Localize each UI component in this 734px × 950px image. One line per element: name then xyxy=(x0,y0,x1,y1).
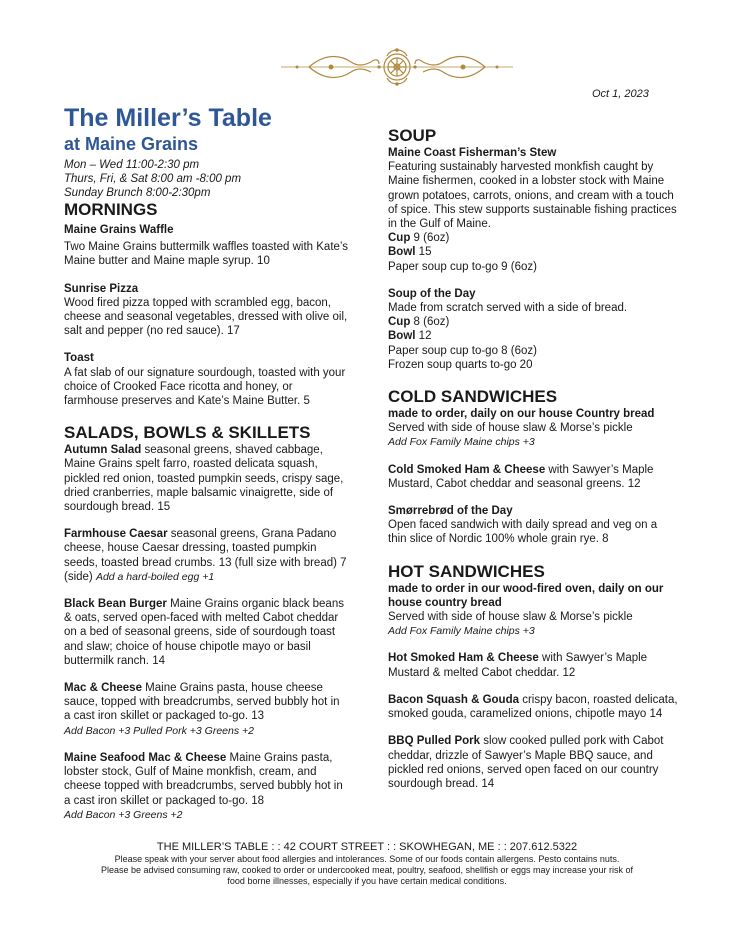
item-bowl xyxy=(388,245,678,259)
opening-hours xyxy=(64,158,349,200)
restaurant-subtitle: at Maine Grains xyxy=(64,134,199,154)
right-column xyxy=(388,126,678,791)
item-description: Wood fired pizza topped with scrambled egg, bacon, cheese and seasonal vegetables, dressed with olive oil, salt and pepper (no red sauce). 17 xyxy=(64,296,348,338)
item-description: Made from scratch served with a side of bread. xyxy=(388,302,628,315)
item-addon: Add a hard-boiled egg +1 xyxy=(95,570,215,583)
item-description: seasonal greens, shaved cabbage, Maine Grains spelt farro, roasted delicata squash, pickled red onion, toasted pumpkin seeds, crispy sage, dried cranberries, maple balsamic vinaigrette, side of sourdough bread. 15 xyxy=(64,444,344,514)
item-name: Hot Smoked Ham & Cheese xyxy=(388,652,539,665)
menu-item-cold-ham xyxy=(388,463,678,491)
item-description: A fat slab of our signature sourdough, toasted with your choice of Crooked Face ricotta and honey, or farmhouse preserves and Kate’s Maine Butter. 5 xyxy=(64,366,346,408)
cold-intro xyxy=(388,407,678,450)
item-name: Mac & Cheese xyxy=(64,682,142,695)
item-name: Maine Seafood Mac & Cheese xyxy=(64,751,227,764)
item-name: Autumn Salad xyxy=(64,444,142,457)
item-name: Toast xyxy=(64,352,94,365)
menu-item-waffle xyxy=(64,223,349,269)
menu-item-mac-cheese xyxy=(64,681,349,738)
item-description: Two Maine Grains buttermilk waffles toasted with Kate’s Maine butter and Maine maple syrup. 10 xyxy=(64,241,349,268)
menu-item-farmhouse-caesar xyxy=(64,527,349,584)
intro-bold: made to order, daily on our house Country bread xyxy=(388,408,655,421)
item-addon: Add Bacon +3 Pulled Pork +3 Greens +2 xyxy=(64,724,254,737)
section-soup: SOUP xyxy=(388,126,437,145)
item-description: crispy bacon, roasted delicata, smoked gouda, caramelized onions, chipotle mayo 14 xyxy=(388,693,678,721)
bowl-price: 12 xyxy=(415,330,432,343)
decorative-flourish-icon xyxy=(279,44,515,90)
menu-item-sunrise-pizza xyxy=(64,282,349,339)
item-description: Maine Grains pasta, house cheese sauce, topped with breadcrumbs, served bubbly hot in a cast iron skillet or packaged to-go. 13 xyxy=(64,682,340,723)
cup-price: 8 (6oz) xyxy=(410,316,450,329)
item-name: Cold Smoked Ham & Cheese xyxy=(388,463,546,476)
footer xyxy=(0,840,734,887)
menu-item-fishermans-stew xyxy=(388,146,678,274)
section-salads: SALADS, BOWLS & SKILLETS xyxy=(64,423,311,443)
item-name: Farmhouse Caesar xyxy=(64,528,168,541)
hours-weekend: Thurs, Fri, & Sat 8:00 am -8:00 pm xyxy=(64,173,242,185)
hot-intro xyxy=(388,582,678,639)
intro-addon: Add Fox Family Maine chips +3 xyxy=(388,436,535,449)
item-name: BBQ Pulled Pork xyxy=(388,735,481,748)
menu-item-black-bean-burger xyxy=(64,597,349,668)
cup-label: Cup xyxy=(388,316,411,329)
bowl-label: Bowl xyxy=(388,246,416,259)
item-frozen: Frozen soup quarts to-go 20 xyxy=(388,358,533,371)
item-name: Maine Coast Fisherman’s Stew xyxy=(388,147,557,159)
item-description: slow cooked pulled pork with Cabot cheddar, drizzle of Sawyer’s Maple BBQ sauce, and pickled red onions, served open faced on our country sourdough bread. 14 xyxy=(388,735,664,790)
item-name: Bacon Squash & Gouda xyxy=(388,693,519,706)
bowl-price: 15 xyxy=(415,246,432,259)
menu-item-bacon-squash xyxy=(388,693,678,721)
intro-text: Served with side of house slaw & Morse’s pickle xyxy=(388,611,633,624)
item-addon: Add Bacon +3 Greens +2 xyxy=(64,808,183,821)
item-name: Soup of the Day xyxy=(388,287,476,300)
left-column xyxy=(64,104,349,822)
cup-price: 9 (6oz) xyxy=(410,232,450,245)
item-cup xyxy=(388,315,678,329)
bowl-label: Bowl xyxy=(388,330,416,343)
footer-warning-line2: food borne illnesses, especially if you have certain medical conditions. xyxy=(227,876,507,886)
item-name: Smørrebrød of the Day xyxy=(388,505,513,518)
menu-item-seafood-mac xyxy=(64,751,349,822)
item-description: Open faced sandwich with daily spread and veg on a thin slice of Nordic 100% whole grain rye. 8 xyxy=(388,519,658,546)
item-description: seasonal greens, Grana Padano cheese, house Caesar dressing, toasted pumpkin seeds, toasted bread crumbs. 13 (full size with bread) 7 (side) xyxy=(64,528,347,583)
footer-warning-line1: Please be advised consuming raw, cooked to order or undercooked meat, poultry, seafood, shellfish or eggs may increase your risk of xyxy=(100,865,634,875)
section-mornings: MORNINGS xyxy=(64,200,158,219)
restaurant-title: The Miller’s Table xyxy=(64,104,272,132)
intro-text: Served with side of house slaw & Morse’s pickle xyxy=(388,422,633,435)
footer-allergy-note: Please speak with your server about food allergies and intolerances. Some of our foods contain allergens. Pesto contains nuts. xyxy=(114,854,620,864)
intro-bold: made to order in our wood-fired oven, daily on our house country bread xyxy=(388,582,664,609)
footer-address: THE MILLER’S TABLE : : 42 COURT STREET : : SKOWHEGAN, ME : : 207.612.5322 xyxy=(156,841,578,853)
menu-item-toast xyxy=(64,351,349,408)
item-name: Black Bean Burger xyxy=(64,598,167,611)
item-description: Maine Grains pasta, lobster stock, Gulf of Maine monkfish, cream, and cheese topped with breadcrumbs, served bubbly hot in a cast iron skillet or packaged to-go. 18 xyxy=(64,751,343,807)
item-bowl xyxy=(388,329,678,343)
menu-item-hot-ham xyxy=(388,651,678,679)
menu-date: Oct 1, 2023 xyxy=(592,88,649,100)
section-hot-sandwiches: HOT SANDWICHES xyxy=(388,561,545,581)
item-description: with Sawyer’s Maple Mustard & melted Cabot cheddar. 12 xyxy=(388,652,648,679)
item-name: Sunrise Pizza xyxy=(64,282,139,295)
item-togo: Paper soup cup to-go 9 (6oz) xyxy=(388,260,537,273)
menu-item-smorrebrod xyxy=(388,504,678,547)
menu-item-bbq-pork xyxy=(388,734,678,791)
menu-item-soup-of-day xyxy=(388,287,678,372)
section-cold-sandwiches: COLD SANDWICHES xyxy=(388,387,558,407)
item-name: Maine Grains Waffle xyxy=(64,224,174,236)
item-description: Maine Grains organic black beans & oats, served open-faced with melted Cabot cheddar on a bed of seasonal greens, side of sourdough toast and slaw; choice of house chipotle mayo or basil buttermilk ranch. 14 xyxy=(64,598,344,667)
item-description: Featuring sustainably harvested monkfish caught by Maine fishermen, cooked in a lobster stock with Maine grown potatoes, carrots, onions, and cream with a touch of spice. This stew supports sustainable fishing practices in the Gulf of Maine. xyxy=(388,161,677,231)
hours-brunch: Sunday Brunch 8:00-2:30pm xyxy=(64,187,211,199)
intro-addon: Add Fox Family Maine chips +3 xyxy=(388,625,535,638)
menu-item-autumn-salad xyxy=(64,443,349,514)
item-cup xyxy=(388,231,678,245)
cup-label: Cup xyxy=(388,232,411,245)
item-togo: Paper soup cup to-go 8 (6oz) xyxy=(388,344,537,357)
hours-weekday: Mon – Wed 11:00-2:30 pm xyxy=(64,159,200,171)
item-description: with Sawyer’s Maple Mustard, Cabot cheddar and seasonal greens. 12 xyxy=(388,463,654,490)
